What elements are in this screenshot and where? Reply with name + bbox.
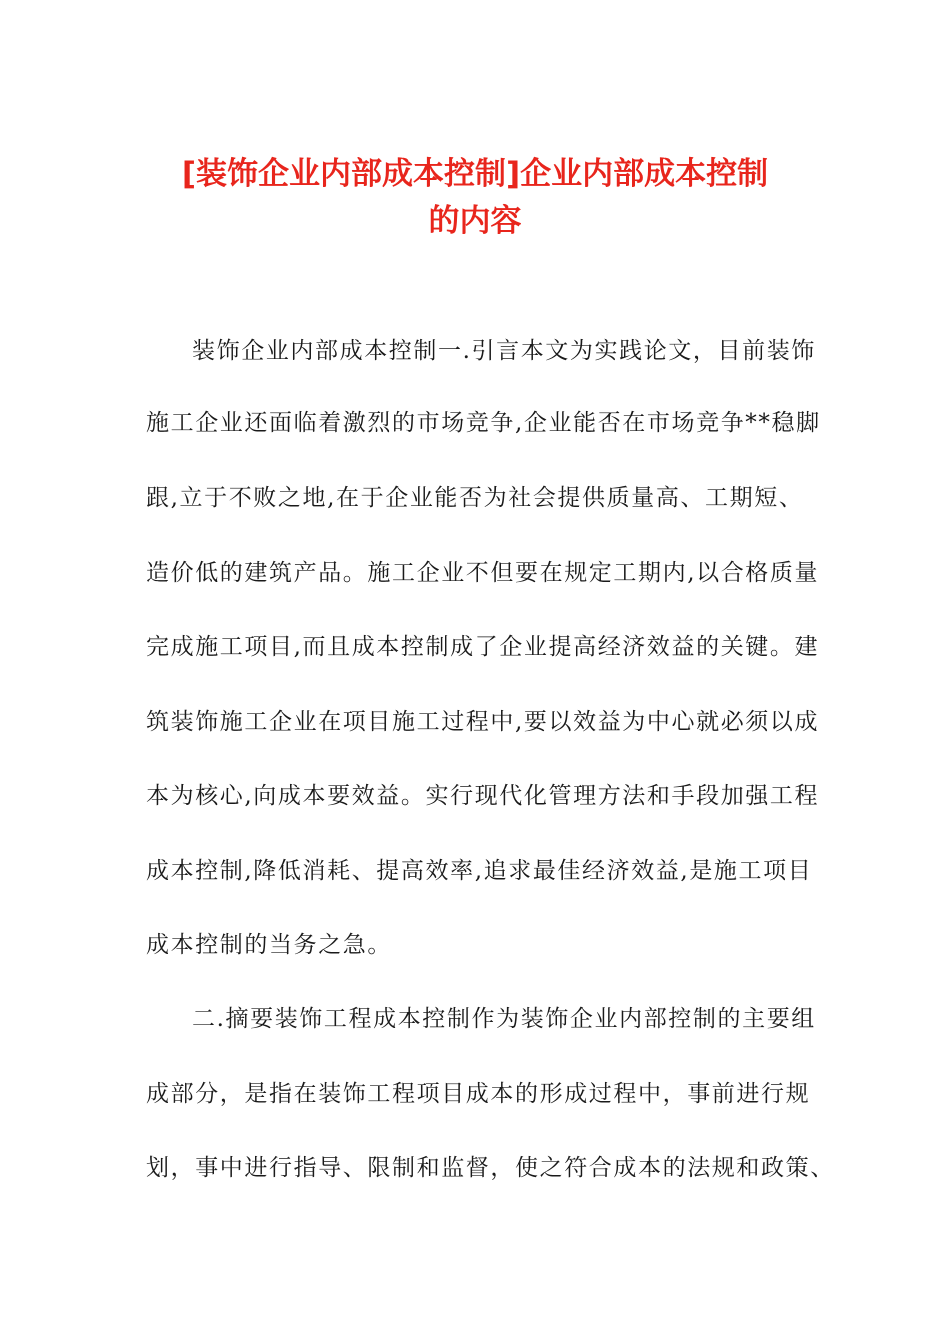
paragraph-1-line-2: 施工企业还面临着激烈的市场竞争,企业能否在市场竞争**稳脚 [146,410,821,436]
document-title-line-1: [装饰企业内部成本控制]企业内部成本控制 [181,156,769,192]
paragraph-1-line-1: 装饰企业内部成本控制一.引言本文为实践论文，目前装饰 [192,338,816,364]
paragraph-1-line-4: 造价低的建筑产品。施工企业不但要在规定工期内,以合格质量 [146,560,820,586]
paragraph-1-line-7: 本为核心,向成本要效益。实行现代化管理方法和手段加强工程 [146,783,820,809]
paragraph-1-line-8: 成本控制,降低消耗、提高效率,追求最佳经济效益,是施工项目 [146,858,813,884]
paragraph-1-line-9: 成本控制的当务之急。 [146,932,392,958]
paragraph-1-line-3: 跟,立于不败之地,在于企业能否为社会提供质量高、工期短、 [146,485,804,511]
paragraph-2-line-2: 成部分，是指在装饰工程项目成本的形成过程中，事前进行规 [146,1081,811,1107]
paragraph-1-line-6: 筑装饰施工企业在项目施工过程中,要以效益为中心就必须以成 [146,709,820,735]
paragraph-2-line-3: 划，事中进行指导、限制和监督，使之符合成本的法规和政策、 [146,1155,835,1181]
document-title-line-2: 的内容 [428,203,522,239]
paragraph-2-line-1: 二.摘要装饰工程成本控制作为装饰企业内部控制的主要组 [192,1006,816,1032]
paragraph-1-line-5: 完成施工项目,而且成本控制成了企业提高经济效益的关键。建 [146,634,820,660]
